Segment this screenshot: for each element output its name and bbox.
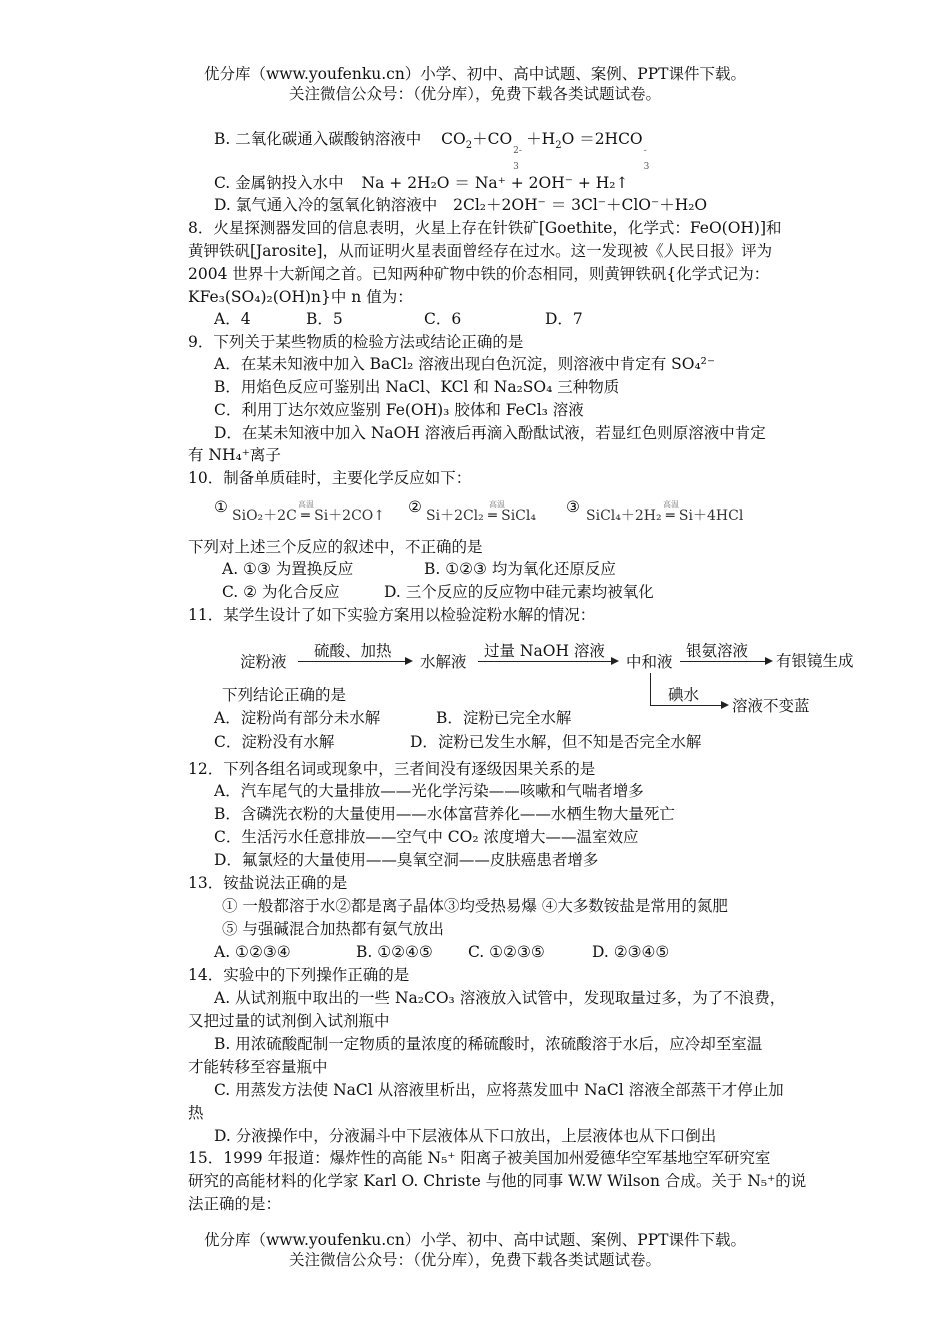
flow-arrow-4-head [721, 701, 729, 709]
q7-option-c-equation: Na + 2H₂O ＝ Na⁺ + 2OH⁻ + H₂↑ [361, 174, 629, 192]
q11-stem: 11．某学生设计了如下实验方案用以检验淀粉水解的情况： [188, 606, 596, 624]
q13-statement-line-2: ⑤ 与强碱混合加热都有氨气放出 [222, 920, 444, 938]
q10-option-d: D. 三个反应的反应物中硅元素均被氧化 [384, 583, 654, 601]
q9-stem: 9．下列关于某些物质的检验方法或结论正确的是 [188, 333, 524, 351]
q9-option-a: A．在某未知液中加入 BaCl₂ 溶液出现白色沉淀，则溶液中肯定有 SO₄²⁻ [214, 355, 716, 373]
flow-node-silver-mirror: 有银镜生成 [776, 652, 854, 670]
q9-option-c: C．利用丁达尔效应鉴别 Fe(OH)₃ 胶体和 FeCl₃ 溶液 [214, 401, 584, 419]
q15-line-3: 法正确的是： [188, 1195, 282, 1213]
q10-option-a: A. ①③ 为置换反应 [222, 560, 354, 578]
q10-reaction-1-number: ① [214, 498, 228, 516]
q10-reaction-2: Si＋2Cl₂ ═ SiCl₄ [426, 508, 536, 524]
q10-reaction-1-condition: 高温 [298, 500, 314, 509]
q8-option-a: A．4 [214, 310, 251, 328]
q11-option-c: C．淀粉没有水解 [214, 733, 335, 751]
q13-stem: 13．铵盐说法正确的是 [188, 874, 348, 892]
flow-node-no-blue: 溶液不变蓝 [732, 697, 810, 715]
q10-reaction-2-number: ② [408, 498, 422, 516]
q12-option-b: B．含磷洗衣粉的大量使用——水体富营养化——水栖生物大量死亡 [214, 805, 675, 823]
q12-option-c: C．生活污水任意排放——空气中 CO₂ 浓度增大——温室效应 [214, 828, 639, 846]
q13-statement-line-1: ① 一般都溶于水②都是离子晶体③均受热易爆 ④大多数铵盐是常用的氮肥 [222, 897, 728, 915]
q7-b-eq-part4: O ＝2HCO [561, 130, 643, 148]
q13-option-c: C. ①②③⑤ [468, 943, 545, 961]
q8-option-b: B．5 [306, 310, 343, 328]
flow-arrow-3 [680, 661, 766, 662]
q8-line-2: 黄钾铁矾[Jarosite]，从而证明火星表面曾经存在过水。这一发现被《人民日报》评为 [188, 242, 773, 260]
q14-option-d: D. 分液操作中，分液漏斗中下层液体从下口放出，上层液体也从下口倒出 [214, 1127, 717, 1145]
q15-line-2: 研究的高能材料的化学家 Karl O. Christe 与他的同事 W.W Wilson 合成。关于 N₅⁺的说 [188, 1172, 807, 1190]
q14-option-b-line-1: B. 用浓硫酸配制一定物质的量浓度的稀硫酸时，浓硫酸溶于水后，应冷却至室温 [214, 1035, 763, 1053]
q7-b-eq-part2: ＋CO [472, 130, 513, 148]
header-line-2: 关注微信公众号：（优分库），免费下载各类试题试卷。 [288, 85, 661, 103]
q8-option-c: C．6 [424, 310, 462, 328]
q7-option-b-text: B. 二氧化碳通入碳酸钠溶液中 [214, 130, 422, 148]
flow-step-iodine: 碘水 [668, 686, 700, 704]
footer-line-1: 优分库（www.youfenku.cn）小学、初中、高中试题、案例、PPT课件下载。 [203, 1231, 747, 1249]
q10-reaction-3: SiCl₄＋2H₂ ═ Si＋4HCl [586, 508, 744, 524]
q13-option-b: B. ①②④⑤ [356, 943, 433, 961]
flow-arrow-4 [650, 705, 722, 706]
q10-option-b: B. ①②③ 均为氧化还原反应 [424, 560, 616, 578]
flow-arrow-1-head [405, 657, 413, 665]
q7-b-sub: 3 [513, 162, 519, 172]
q12-option-a: A．汽车尾气的大量排放——光化学污染——咳嗽和气喘者增多 [214, 782, 644, 800]
flow-arrow-1 [298, 661, 406, 662]
q11-option-d: D．淀粉已发生水解，但不知是否完全水解 [410, 733, 702, 751]
q7-b-charge: 2- [513, 146, 522, 156]
q10-question: 下列对上述三个反应的叙述中，不正确的是 [188, 538, 483, 556]
q10-stem: 10．制备单质硅时，主要化学反应如下： [188, 469, 472, 487]
q14-option-c-line-1: C. 用蒸发方法使 NaCl 从溶液里析出，应将蒸发皿中 NaCl 溶液全部蒸干才停止加 [214, 1081, 784, 1099]
q11-question: 下列结论正确的是 [222, 686, 347, 704]
q7-option-c-text: C. 金属钠投入水中 [214, 174, 344, 192]
q9-option-d-line-1: D．在某未知液中加入 NaOH 溶液后再滴入酚酞试液，若显红色则原溶液中肯定 [214, 424, 766, 442]
flow-arrow-2-head [611, 657, 619, 665]
flow-branch-line [650, 673, 651, 706]
flow-arrow-3-head [765, 657, 773, 665]
q11-option-b: B．淀粉已完全水解 [436, 709, 572, 727]
q10-reaction-3-number: ③ [566, 498, 580, 516]
q7-option-c [214, 172, 629, 194]
q13-option-d: D. ②③④⑤ [592, 943, 670, 961]
q7-option-d [214, 194, 707, 216]
q14-option-a-line-2: 又把过量的试剂倒入试剂瓶中 [188, 1012, 390, 1030]
q8-line-1: 8．火星探测器发回的信息表明，火星上存在针铁矿[Goethite，化学式：FeO(OH)]和 [188, 219, 782, 237]
q7-option-d-equation: 2Cl₂＋2OH⁻ ＝ 3Cl⁻＋ClO⁻＋H₂O [453, 196, 708, 214]
flow-node-hydrolysate: 水解液 [420, 653, 467, 671]
q7-b-eq-part3: ＋H [526, 130, 556, 148]
q12-option-d: D．氟氯烃的大量使用——臭氧空洞——皮肤癌患者增多 [214, 851, 599, 869]
q14-option-a-line-1: A. 从试剂瓶中取出的一些 Na₂CO₃ 溶液放入试管中，发现取量过多，为了不浪费， [214, 989, 786, 1007]
flow-step-acid-heat: 硫酸、加热 [314, 642, 392, 660]
q9-option-d-line-2: 有 NH₄⁺离子 [188, 446, 281, 464]
q7-b-sub-2: 3 [643, 162, 650, 172]
q10-reaction-1: SiO₂＋2C ═ Si＋2CO↑ [232, 508, 386, 524]
q7-option-b: B. 二氧化碳通入碳酸钠溶液中 $CO_2+CO$ 2- 3 $+H_2O =2HCO$ - 3 [214, 128, 653, 150]
flow-node-neutralized: 中和液 [626, 653, 673, 671]
q10-option-c: C. ② 为化合反应 [222, 583, 340, 601]
flow-step-silver-ammonia: 银氨溶液 [686, 642, 749, 660]
q14-stem: 14．实验中的下列操作正确的是 [188, 966, 410, 984]
q15-line-1: 15．1999 年报道：爆炸性的高能 N₅⁺ 阳离子被美国加州爱德华空军基地空军研究室 [188, 1149, 771, 1167]
q7-option-d-text: D. 氯气通入冷的氢氧化钠溶液中 [214, 196, 438, 214]
q12-stem: 12．下列各组名词或现象中，三者间没有逐级因果关系的是 [188, 760, 596, 778]
q8-line-3: 2004 世界十大新闻之首。已知两种矿物中铁的价态相同，则黄钾铁矾{化学式记为： [188, 265, 770, 283]
q8-line-4: KFe₃(SO₄)₂(OH)n}中 n 值为： [188, 288, 413, 306]
footer-line-2: 关注微信公众号：（优分库），免费下载各类试题试卷。 [288, 1251, 661, 1269]
q9-option-b: B．用焰色反应可鉴别出 NaCl、KCl 和 Na₂SO₄ 三种物质 [214, 378, 620, 396]
q8-option-d: D．7 [545, 310, 583, 328]
q7-b-eq-part1: CO [441, 130, 466, 148]
flow-step-naoh: 过量 NaOH 溶液 [484, 642, 605, 660]
q11-option-a: A．淀粉尚有部分未水解 [214, 709, 381, 727]
q13-option-a: A. ①②③④ [214, 943, 291, 961]
q10-reaction-3-condition: 高温 [663, 500, 679, 509]
flow-node-starch: 淀粉液 [240, 653, 287, 671]
q10-reaction-2-condition: 高温 [489, 500, 505, 509]
q14-option-b-line-2: 才能转移至容量瓶中 [188, 1058, 328, 1076]
header-line-1: 优分库（www.youfenku.cn）小学、初中、高中试题、案例、PPT课件下载。 [203, 65, 747, 83]
flow-arrow-2 [478, 661, 612, 662]
q14-option-c-line-2: 热 [188, 1104, 204, 1122]
